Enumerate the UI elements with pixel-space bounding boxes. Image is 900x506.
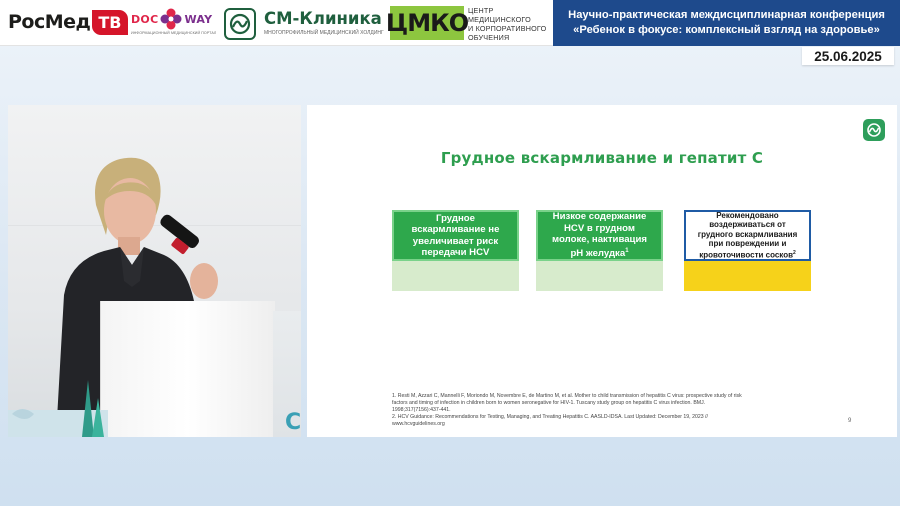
info-card-no-risk xyxy=(392,210,519,291)
slide-title: Грудное вскармливание и гепатит С xyxy=(440,149,764,167)
slide-page-number: 9 xyxy=(848,418,852,424)
info-card-text-wrap xyxy=(552,211,647,259)
presentation-slide xyxy=(307,105,897,437)
cimko-subtitle-line: И КОРПОРАТИВНОГО xyxy=(468,24,547,33)
info-card-low-hcv xyxy=(536,210,663,291)
info-card-body xyxy=(536,261,663,291)
rosmed-logo-text: РосМед xyxy=(8,11,91,33)
slide-clinic-logo-icon xyxy=(863,119,885,141)
info-card-body xyxy=(684,261,811,291)
flower-decoration xyxy=(8,380,108,437)
cm-clinic-name: СМ-Клиника xyxy=(264,9,382,28)
docway-logo xyxy=(131,7,217,41)
cimko-subtitle-line: ОБУЧЕНИЯ xyxy=(468,33,510,42)
info-card-header xyxy=(536,210,663,261)
info-card-header xyxy=(392,210,519,261)
cm-clinic-subtitle: МНОГОПРОФИЛЬНЫЙ МЕДИЦИНСКИЙ ХОЛДИНГ xyxy=(264,30,384,36)
cimko-logo-text: ЦМКО xyxy=(385,9,469,37)
docway-subtitle: ИНФОРМАЦИОННЫЙ МЕДИЦИНСКИЙ ПОРТАЛ xyxy=(131,31,217,35)
footnote-marker: 2 xyxy=(793,250,796,257)
rosmed-tv-logo xyxy=(8,9,128,35)
conference-title-line1: Научно-практическая междисциплинарная конференция xyxy=(568,9,885,21)
info-card-recommendation xyxy=(684,210,811,291)
cimko-logo xyxy=(385,6,469,40)
docway-way-text: WAY xyxy=(184,12,213,26)
info-card-text: Рекомендовано воздерживаться от грудного вскармливания при повреждении и кровоточивости сосков xyxy=(697,210,798,260)
broadcast-header xyxy=(0,0,900,46)
sponsor-logos-bar xyxy=(0,0,553,46)
info-card-text: Низкое содержание HCV в грудном молоке, нактивация рН желудка xyxy=(552,211,647,260)
cimko-subtitle-line: МЕДИЦИНСКОГО xyxy=(468,15,531,24)
references-list xyxy=(392,393,832,428)
partial-logo-letter: С xyxy=(285,410,301,435)
cimko-subtitle xyxy=(468,6,552,42)
podium xyxy=(100,301,275,437)
cm-clinic-logo-icon xyxy=(224,8,256,40)
event-date: 25.06.2025 xyxy=(802,47,894,65)
info-card-text-wrap xyxy=(698,211,798,261)
reference-item: 1. Resti M, Azzari C, Mannelli F, Moriondo M, Novembre E, de Martino M, et al. Mother to child transmission of hepatitis C virus: prospective study of risk factors and timing of infection in children born to women seronegative for HIV-1. Tuscany study group on hepatitis C virus infection. BMJ. 1998;317(7156):437-441. xyxy=(392,393,742,413)
docway-cross-icon xyxy=(159,7,183,31)
cimko-subtitle-line: ЦЕНТР xyxy=(468,6,494,15)
conference-title-line2: «Ребенок в фокусе: комплексный взгляд на здоровье» xyxy=(573,24,880,36)
info-card-body xyxy=(392,261,519,291)
info-card-text: Грудное вскармливание не увеличивает риск передачи HCV xyxy=(411,212,500,258)
conference-banner xyxy=(553,0,900,46)
info-card-header xyxy=(684,210,811,261)
footnote-marker: 1 xyxy=(625,247,629,254)
rosmed-tv-badge: ТВ xyxy=(92,10,127,35)
docway-doc-text: DOC xyxy=(131,12,159,26)
reference-item: 2. HCV Guidance: Recommendations for Testing, Managing, and Treating Hepatitis C. AASLD-IDSA. Last Updated: December 19, 2023 // www.hcvguidelines.org xyxy=(392,414,708,427)
speaker-camera-view xyxy=(8,105,301,437)
